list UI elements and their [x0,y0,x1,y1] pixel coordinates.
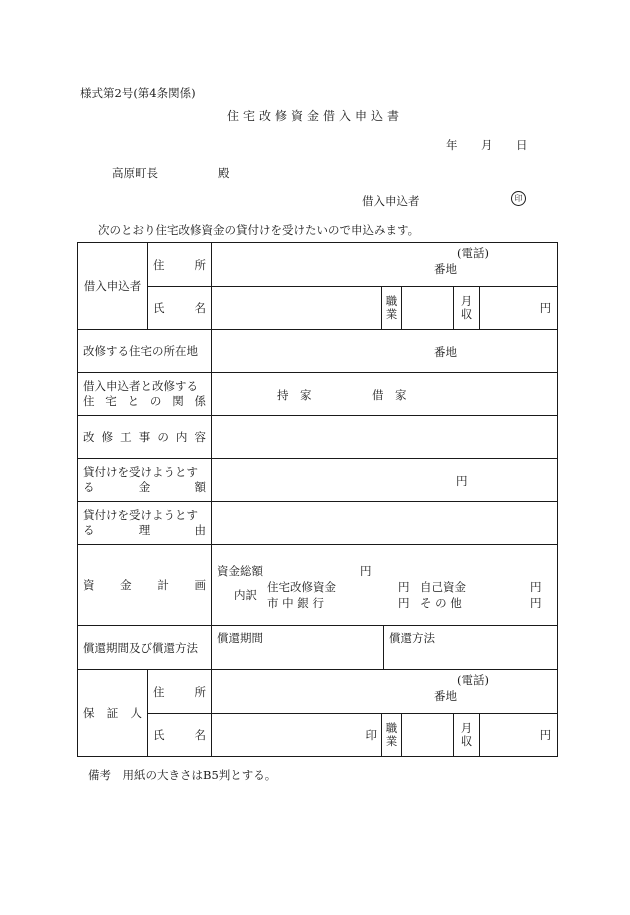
recipient-honorific: 殿 [218,166,230,180]
relation-field[interactable] [212,373,558,416]
yen-label: 円 [530,580,542,594]
rented-house-option[interactable]: 借 家 [372,388,407,402]
relation-label: 借入申込者と改修する 住 宅 と の 関 係 [78,373,212,416]
yen-label: 円 [539,301,552,315]
date-day-label: 日 [516,138,528,152]
application-form-table [77,242,558,757]
loan-reason-field[interactable] [212,502,558,545]
seal-label: 印 [365,728,377,742]
repayment-field [212,626,558,670]
fund-item-own: 自己資金 [420,580,466,594]
work-content-field[interactable] [212,416,558,459]
fund-item-renovation: 住宅改修資金 [267,580,336,594]
applicant-address-label: 住 所 [148,243,212,287]
fund-total-label: 資金総額 [217,564,263,578]
phone-label: (電話) [457,673,489,687]
guarantor-occupation-label: 職 業 [382,714,402,757]
loan-amount-field[interactable] [212,459,558,502]
fund-plan-field[interactable] [212,545,558,626]
yen-label: 円 [530,596,542,610]
breakdown-label: 内訳 [234,588,257,602]
date-year-label: 年 [446,138,458,152]
applicant-name-label: 氏 名 [148,287,212,330]
applicant-signature-label: 借入申込者 [362,194,420,208]
house-location-field[interactable] [212,330,558,373]
applicant-address-row [78,243,558,287]
form-title: 住宅改修資金借入申込書 [226,109,403,123]
relation-row [78,373,558,416]
guarantor-group-label: 保 証 人 [78,670,148,757]
applicant-name-row [78,287,558,330]
phone-label: (電話) [457,246,489,260]
applicant-income-label: 月 収 [454,287,480,330]
guarantor-address-label: 住 所 [148,670,212,714]
loan-amount-row [78,459,558,502]
applicant-group-label: 借入申込者 [78,243,148,330]
guarantor-income-field[interactable] [480,714,558,757]
owned-house-option[interactable]: 持 家 [277,388,312,402]
applicant-occupation-field[interactable] [402,287,454,330]
house-location-row [78,330,558,373]
applicant-name-field[interactable] [212,287,382,330]
yen-label: 円 [456,474,468,488]
yen-label: 円 [539,728,552,742]
work-content-label: 改 修 工 事 の 内 容 [78,416,212,459]
recipient: 高原町長 [112,166,158,180]
guarantor-address-row [78,670,558,714]
work-content-row [78,416,558,459]
fund-item-other: そ の 他 [420,596,462,610]
guarantor-name-label: 氏 名 [148,714,212,757]
date-month-label: 月 [481,138,493,152]
repayment-period-field[interactable]: 償還期間 [217,631,263,645]
yen-label: 円 [398,596,410,610]
guarantor-income-label: 月 収 [454,714,480,757]
loan-reason-label: 貸付けを受けようとす る 理 由 [78,502,212,545]
house-location-label: 改修する住宅の所在地 [78,330,212,373]
remark-note: 備考 用紙の大きさはB5判とする。 [88,768,277,782]
fund-plan-row [78,545,558,626]
loan-reason-row [78,502,558,545]
repayment-label: 償還期間及び償還方法 [78,626,212,670]
loan-amount-label: 貸付けを受けようとす る 金 額 [78,459,212,502]
applicant-address-field[interactable] [212,243,558,287]
fund-item-bank: 市 中 銀 行 [267,596,324,610]
fund-plan-label: 資 金 計 画 [78,545,212,626]
yen-label: 円 [360,564,372,578]
guarantor-name-row [78,714,558,757]
guarantor-name-field[interactable] [212,714,382,757]
applicant-occupation-label: 職 業 [382,287,402,330]
banchi-label: 番地 [434,262,457,276]
repayment-row [78,626,558,670]
guarantor-address-field[interactable] [212,670,558,714]
applicant-income-field[interactable] [480,287,558,330]
guarantor-occupation-field[interactable] [402,714,454,757]
banchi-label: 番地 [434,689,457,703]
intro-text: 次のとおり住宅改修資金の貸付けを受けたいので申込みます。 [98,223,420,237]
seal-icon: 印 [511,191,526,206]
form-number: 様式第2号(第4条関係) [80,86,196,100]
yen-label: 円 [398,580,410,594]
repayment-method-field[interactable]: 償還方法 [389,631,435,645]
banchi-label: 番地 [434,345,457,359]
